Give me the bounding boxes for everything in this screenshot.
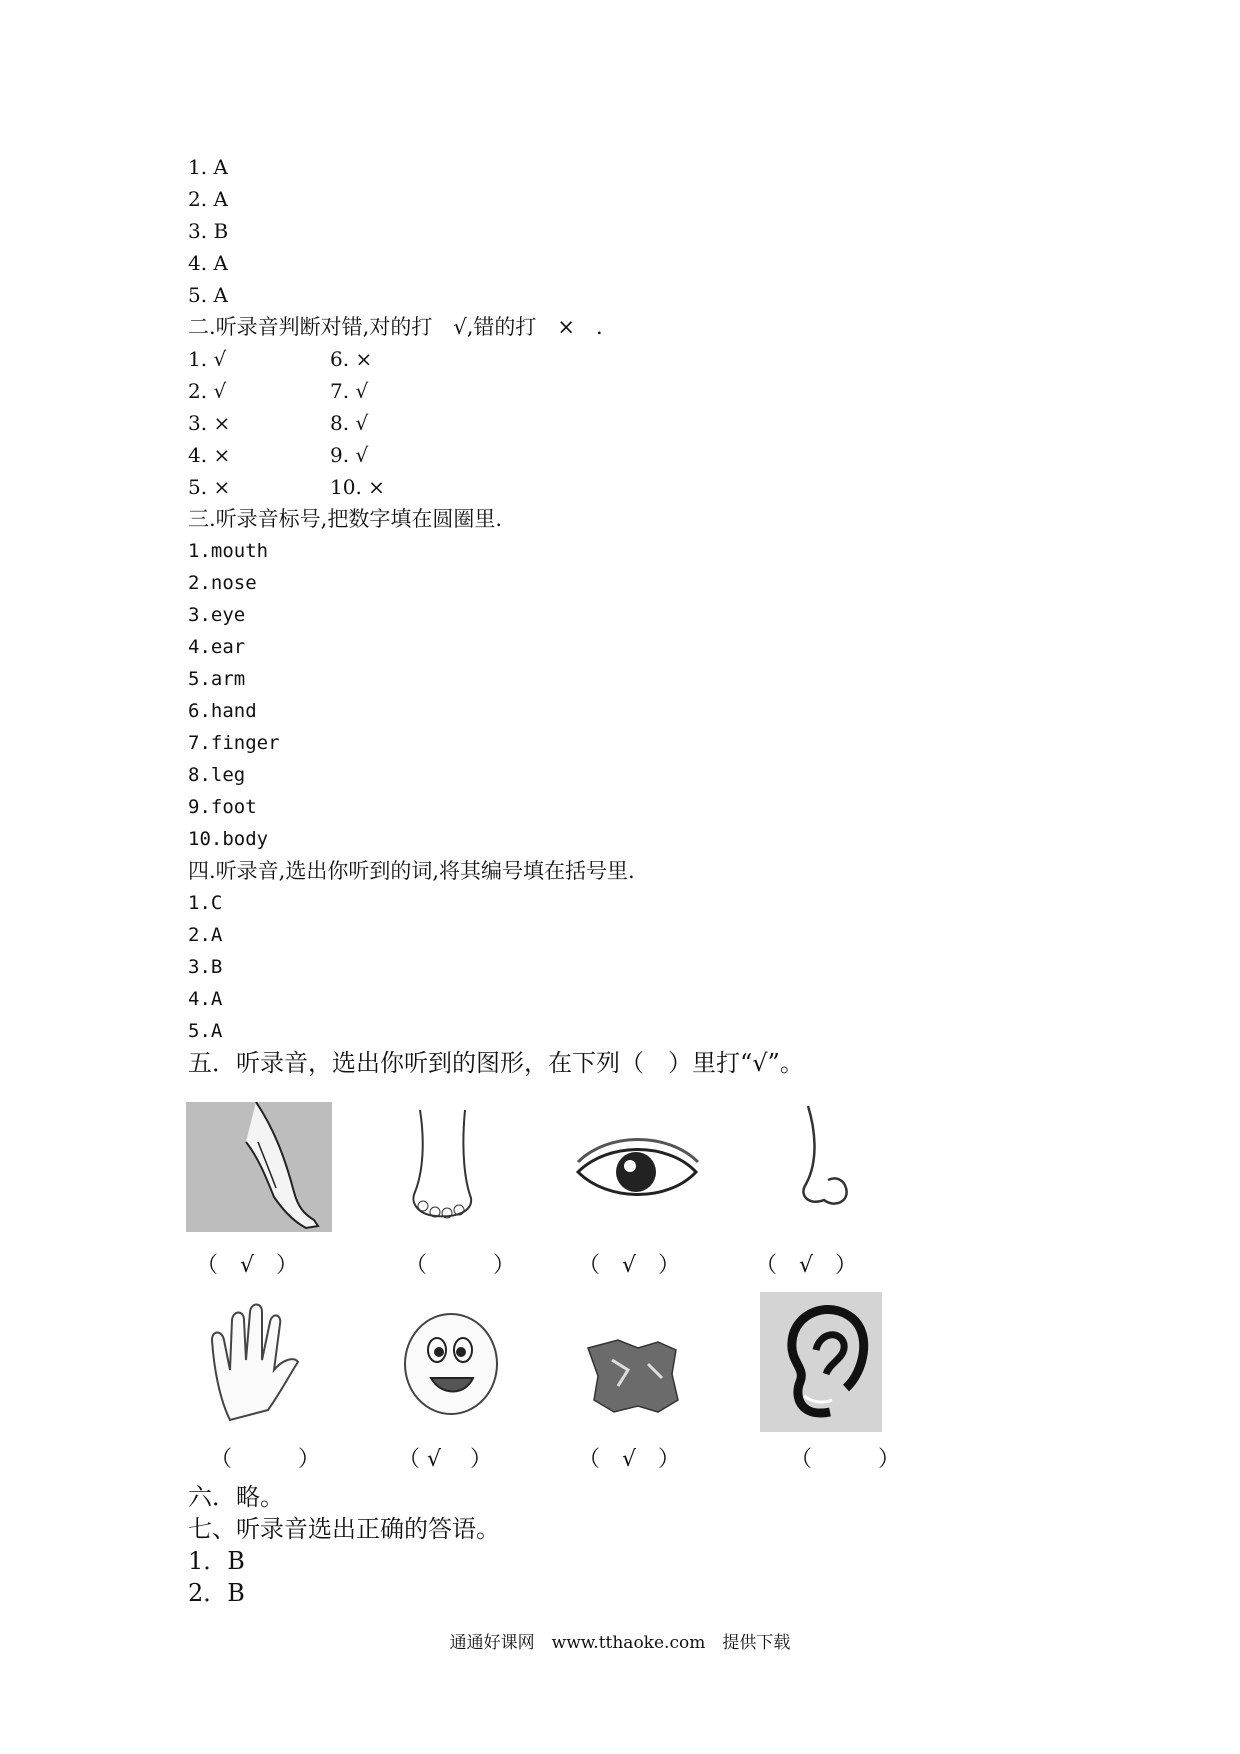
section6-title: 六．略。: [188, 1483, 284, 1511]
s4-item-5: 5.A: [188, 1020, 223, 1042]
s3-item-6: 6.hand: [188, 700, 257, 722]
answer-arm: （ √ ）: [196, 1253, 299, 1278]
s1-item-4: 4. A: [188, 251, 228, 275]
s2-left-5: 5. ×: [188, 475, 231, 499]
answer-foot: （ ）: [405, 1253, 516, 1278]
s1-item-1: 1. A: [188, 155, 228, 179]
s2-row-4: [188, 442, 369, 468]
s3-item-8: 8.leg: [188, 764, 246, 786]
s2-right-1: 6. ×: [330, 347, 373, 371]
answer-eye: （ √ ）: [578, 1253, 681, 1278]
s4-item-3: 3.B: [188, 956, 223, 978]
answer-body: （ √ ）: [578, 1447, 681, 1472]
s2-left-2: 2. √: [188, 379, 227, 403]
page-footer: 通通好课网 www.tthaoke.com 提供下载: [449, 1633, 791, 1653]
s2-left-1: 1. √: [188, 347, 227, 371]
s2-right-4: 9. √: [330, 443, 369, 467]
s2-row-3: [188, 410, 369, 436]
answer-nose: （ √ ）: [755, 1253, 858, 1278]
s2-left-4: 4. ×: [188, 443, 231, 467]
eye-icon: [568, 1102, 714, 1232]
s1-item-2: 2. A: [188, 187, 228, 211]
s2-right-3: 8. √: [330, 411, 369, 435]
s2-left-3: 3. ×: [188, 411, 231, 435]
s3-item-5: 5.arm: [188, 668, 246, 690]
arm-icon: [186, 1102, 332, 1232]
s7-item-2: 2．B: [188, 1579, 245, 1607]
s7-item-1: 1．B: [188, 1547, 245, 1575]
s4-item-2: 2.A: [188, 924, 223, 946]
section3-title: 三.听录音标号,把数字填在圆圈里.: [188, 507, 503, 531]
s1-item-5: 5. A: [188, 283, 228, 307]
section2-title: 二.听录音判断对错,对的打 √,错的打 × .: [188, 315, 603, 339]
s3-item-1: 1.mouth: [188, 540, 269, 562]
hand-icon: [200, 1300, 346, 1430]
section7-title: 七、听录音选出正确的答语。: [188, 1515, 500, 1543]
s4-item-4: 4.A: [188, 988, 223, 1010]
s2-right-5: 10. ×: [330, 475, 385, 499]
s3-item-7: 7.finger: [188, 732, 280, 754]
s3-item-9: 9.foot: [188, 796, 257, 818]
section5-title: 五．听录音，选出你听到的图形，在下列（ ）里打“√”。: [188, 1049, 804, 1077]
answer-hand: （ ）: [210, 1447, 321, 1472]
foot-icon: [395, 1102, 541, 1232]
body-icon: [578, 1300, 724, 1430]
s3-item-3: 3.eye: [188, 604, 246, 626]
s3-item-2: 2.nose: [188, 572, 257, 594]
face-icon: [395, 1300, 541, 1430]
nose-icon: [758, 1102, 904, 1232]
s2-right-2: 7. √: [330, 379, 369, 403]
answer-ear: （ ）: [790, 1447, 901, 1472]
s3-item-10: 10.body: [188, 828, 269, 850]
s1-item-3: 3. B: [188, 219, 229, 243]
section4-title: 四.听录音,选出你听到的词,将其编号填在括号里.: [188, 859, 635, 883]
ear-icon: [760, 1292, 882, 1432]
s4-item-1: 1.C: [188, 892, 223, 914]
s2-row-5: [188, 474, 385, 500]
s2-row-1: [188, 346, 373, 372]
s3-item-4: 4.ear: [188, 636, 246, 658]
s2-row-2: [188, 378, 369, 404]
answer-face: （ √ ）: [398, 1447, 493, 1472]
